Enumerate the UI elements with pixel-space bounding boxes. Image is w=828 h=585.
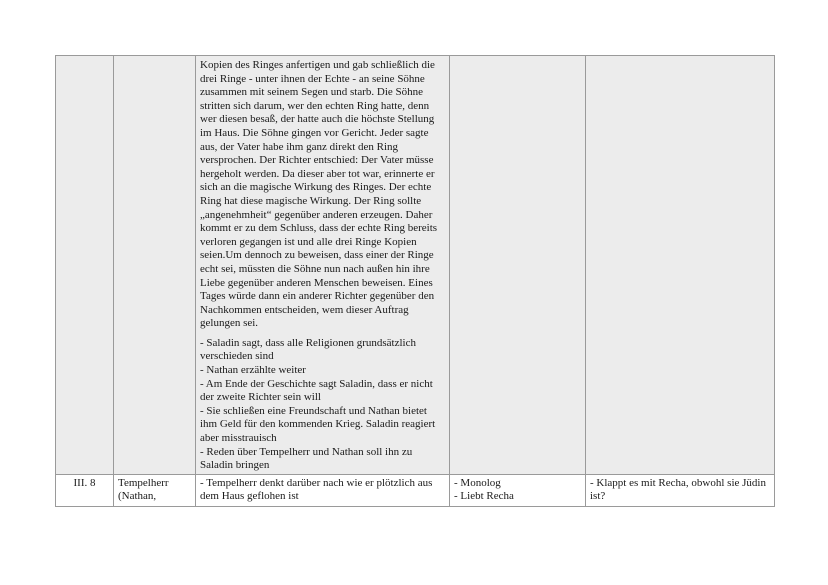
questions-cell: - Klappt es mit Recha, obwohl sie Jüdin ist? — [586, 474, 775, 506]
note-item: - Monolog — [454, 476, 501, 489]
notes-cell — [450, 56, 586, 475]
content-bullet: - Sie schließen eine Freundschaft und Nathan bietet ihm Geld für den kommenden Krieg. Saladin reagiert aber misstrauisch — [200, 404, 436, 445]
content-bullet: - Saladin sagt, dass alle Religionen grundsätzlich verschieden sind — [200, 336, 416, 363]
notes-cell — [450, 474, 586, 506]
content-bullet: - Am Ende der Geschichte sagt Saladin, dass er nicht der zweite Richter sein will — [200, 377, 433, 404]
questions-cell — [586, 56, 775, 475]
table-row-scene-III-8 — [56, 474, 775, 506]
summary-table — [55, 55, 775, 507]
content-cell: - Tempelherr denkt darüber nach wie er plötzlich aus dem Haus geflohen ist — [196, 474, 450, 506]
scene-cell — [56, 56, 114, 475]
content-paragraph: Kopien des Ringes anfertigen und gab schließlich die drei Ringe - unter ihnen der Echte - an seine Söhne zusammen mit seinem Segen und starb. Die Söhne stritten sich darum, wer den echten Ring hatte, denn wer diesen besaß, der hatte auch die höchste Stellung im Haus. Die Söhne gingen vor Gericht. Jeder sagte aus, der Vater habe ihm ganz direkt den Ring versprochen. Der Richter entschied: Der Vater müsse hergeholt werden. Da dieser aber tot war, erinnerte er sich an die magische Wirkung des Ringes. Der echte Ring hat diese magische Wirkung. Der Ring sollte „angenehmheit“ gegenüber anderen erzeugen. Daher kommt er zu dem Schluss, dass der echte Ring bereits verloren gegangen ist und alle drei Ringe Kopien seien.Um dennoch zu beweisen, dass einer der Ringe echt sei, müssten die Söhne nun nach außen hin ihre Liebe gegenüber anderen Menschen beweisen. Eines Tages würde dann ein anderer Richter gegenüber den Nachkommen entscheiden, wem dieser Auftrag gelungen sei. — [200, 59, 438, 330]
note-item: - Liebt Recha — [454, 490, 514, 503]
table-row-continued — [56, 56, 775, 475]
characters-cell: Tempelherr (Nathan, — [114, 474, 196, 506]
content-bullet: - Nathan erzählte weiter — [200, 364, 306, 377]
content-bullet: - Reden über Tempelherr und Nathan soll ihn zu Saladin bringen — [200, 445, 413, 472]
content-cell — [196, 56, 450, 475]
characters-cell — [114, 56, 196, 475]
scene-number-cell: III. 8 — [56, 474, 114, 506]
content-bullet-list — [200, 337, 445, 473]
